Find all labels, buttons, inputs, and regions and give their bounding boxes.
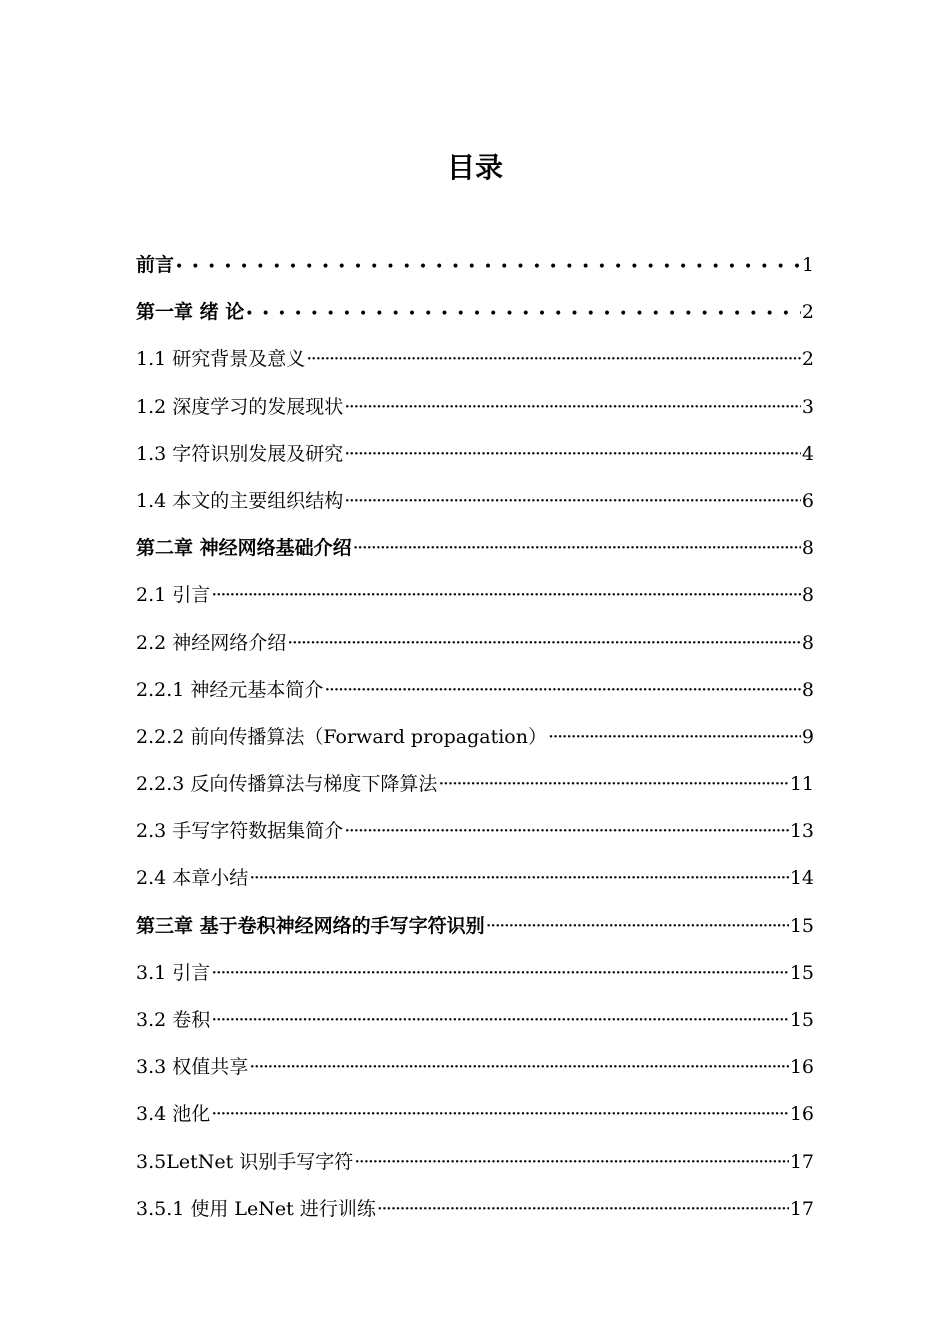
toc-entry-title: 3.3 权值共享 [136, 1056, 249, 1079]
toc-entry-title: 2.2 神经网络介绍 [136, 631, 287, 654]
toc-entry[interactable] [136, 714, 814, 761]
toc-leader-dots [211, 997, 789, 1044]
toc-entry-title: 3.4 池化 [136, 1103, 211, 1126]
toc-entry-title: 第三章 基于卷积神经网络的手写字符识别 [136, 914, 485, 937]
toc-entry[interactable] [136, 667, 814, 714]
toc-entry-page: 6 [801, 489, 814, 512]
toc-leader-dots [344, 808, 789, 855]
toc-entry[interactable] [136, 1139, 814, 1186]
toc-entry-title: 2.2.3 反向传播算法与梯度下降算法 [136, 773, 438, 796]
toc-leader-dots [438, 761, 788, 808]
toc-entry[interactable] [136, 950, 814, 997]
toc-leader-dots [211, 572, 801, 619]
toc-entry-title: 1.4 本文的主要组织结构 [136, 489, 344, 512]
toc-entry-page: 15 [789, 914, 814, 937]
toc-leader-dots [377, 1186, 789, 1233]
toc-entry-page: 4 [801, 442, 814, 465]
toc-entry-title: 第一章 绪 论 [136, 301, 245, 324]
toc-entry-page: 13 [789, 820, 814, 843]
toc-leader-dots [354, 1139, 789, 1186]
toc-entry-title: 3.2 卷积 [136, 1009, 211, 1031]
toc-entry-page: 9 [801, 725, 814, 748]
toc-entry-page: 8 [801, 584, 814, 607]
toc-entry-page: 16 [789, 1056, 814, 1079]
toc-leader-dots [306, 336, 801, 383]
toc-entry-title: 1.3 字符识别发展及研究 [136, 442, 344, 465]
toc-entry-page: 15 [789, 1009, 814, 1031]
toc-leader-dots [486, 903, 789, 950]
toc-entry-title: 1.2 深度学习的发展现状 [136, 395, 344, 418]
toc-entry[interactable] [136, 855, 814, 902]
toc-entry[interactable] [136, 761, 814, 808]
toc-entry[interactable] [136, 620, 814, 667]
toc-entry-page: 1 [801, 254, 814, 276]
toc-entry[interactable] [136, 525, 814, 572]
toc-entry-title: 2.1 引言 [136, 584, 211, 607]
toc-leader-dots [324, 667, 801, 714]
toc-entry[interactable] [136, 808, 814, 855]
toc-leader-dots [344, 478, 801, 525]
toc-entry[interactable] [136, 997, 814, 1044]
toc-leader-dots [344, 384, 801, 431]
toc-leader-dots [249, 855, 789, 902]
toc-entry[interactable] [136, 384, 814, 431]
toc-leader-dots [353, 525, 801, 572]
toc-entry-page: 3 [801, 395, 814, 418]
toc-entry-title: 3.5LetNet 识别手写字符 [136, 1150, 354, 1173]
toc-entry-page: 8 [801, 631, 814, 654]
toc-entry-title: 3.1 引言 [136, 961, 211, 984]
toc-leader-dots [211, 950, 789, 997]
toc-entry[interactable] [136, 336, 814, 383]
toc-entry[interactable] [136, 1044, 814, 1091]
toc-entry-title: 前言 [136, 254, 175, 276]
toc-entry[interactable] [136, 903, 814, 950]
toc-entry-page: 8 [801, 678, 814, 701]
toc-leader-dots [548, 714, 801, 761]
toc-leader-dots [245, 289, 801, 336]
toc-entry[interactable] [136, 431, 814, 478]
toc-leader-dots [211, 1091, 789, 1138]
toc-entry[interactable] [136, 289, 814, 336]
toc-entry-page: 2 [801, 301, 814, 324]
toc-entry-title: 2.2.1 神经元基本简介 [136, 678, 324, 701]
toc-entry-page: 8 [801, 537, 814, 560]
toc-entry-title: 3.5.1 使用 LeNet 进行训练 [136, 1197, 376, 1220]
toc-entry-page: 17 [789, 1197, 814, 1220]
toc-entry[interactable] [136, 1091, 814, 1138]
page-title: 目录 [446, 151, 503, 184]
toc-leader-dots [249, 1044, 789, 1091]
toc-leader-dots [287, 620, 801, 667]
toc-entry-title: 2.4 本章小结 [136, 867, 249, 890]
toc-entry-title: 2.3 手写字符数据集简介 [136, 820, 344, 843]
toc-entry-title: 2.2.2 前向传播算法（Forward propagation） [136, 725, 547, 748]
toc-entry[interactable] [136, 1186, 814, 1233]
toc-leader-dots [344, 431, 801, 478]
toc-entry-page: 11 [789, 773, 814, 796]
toc-leader-dots [175, 242, 801, 289]
table-of-contents [136, 242, 814, 1233]
toc-entry-page: 14 [789, 867, 814, 890]
toc-entry-page: 17 [789, 1150, 814, 1173]
toc-entry-page: 16 [789, 1103, 814, 1126]
toc-entry-page: 15 [789, 961, 814, 984]
toc-entry[interactable] [136, 478, 814, 525]
toc-entry-title: 1.1 研究背景及意义 [136, 348, 306, 371]
toc-entry[interactable] [136, 572, 814, 619]
toc-entry-title: 第二章 神经网络基础介绍 [136, 537, 352, 560]
toc-entry[interactable] [136, 242, 814, 289]
toc-entry-page: 2 [801, 348, 814, 371]
